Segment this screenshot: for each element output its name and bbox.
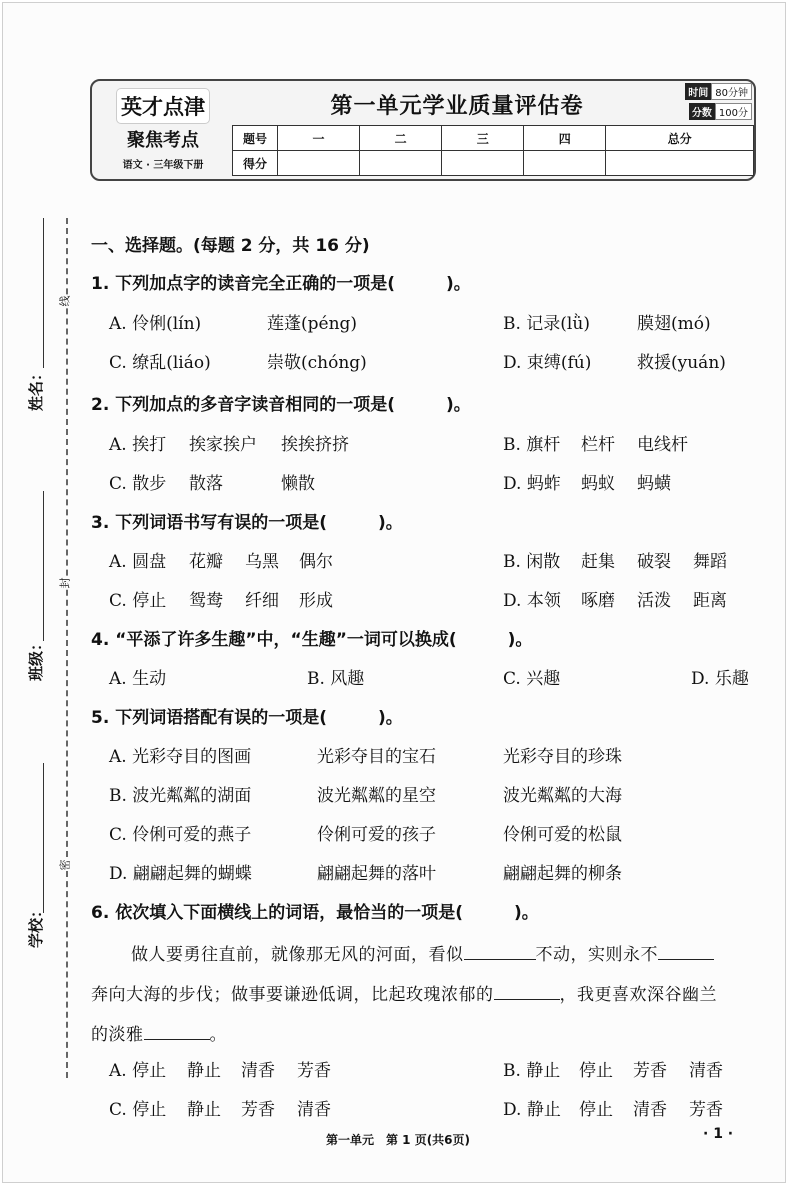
option-text: D. 束缚(fú) (503, 353, 592, 373)
option-text: D. 乐趣 (691, 669, 749, 689)
option-text: 距离 (693, 591, 727, 611)
option-text: 翩翩起舞的柳条 (503, 864, 622, 884)
option-text: A. 光彩夺目的图画 (109, 747, 252, 767)
option-text: B. 静止 (503, 1061, 561, 1081)
score-meta (689, 103, 752, 120)
passage-text: 不动，实则永不 (535, 945, 658, 965)
passage-text: 做人要勇往直前，就像那无风的河面，看似 (131, 945, 464, 965)
option-text: 伶俐可爱的松鼠 (503, 825, 622, 845)
binding-dashed-line (66, 218, 68, 1078)
question-stem: 1. 下列加点字的读音完全正确的一项是( )。 (91, 274, 471, 294)
option-text: 活泼 (637, 591, 671, 611)
option-text: C. 散步 (109, 474, 167, 494)
question-stem: 2. 下列加点的多音字读音相同的一项是( )。 (91, 395, 471, 415)
option-text: 翩翩起舞的落叶 (317, 864, 436, 884)
option-text: D. 翩翩起舞的蝴蝶 (109, 864, 252, 884)
option-text: B. 旗杆 (503, 435, 561, 455)
passage-line (91, 1020, 227, 1045)
passage-text: 的淡雅 (91, 1025, 144, 1045)
passage-text: 奔向大海的步伐；做事要谦逊低调，比起玫瑰浓郁的 (91, 985, 494, 1005)
fill-blank[interactable] (494, 985, 560, 1000)
fill-blank[interactable] (464, 945, 536, 960)
option-text: 乌黑 (245, 552, 279, 572)
option-text: D. 蚂蚱 (503, 474, 561, 494)
option-text: D. 本领 (503, 591, 561, 611)
score-table-row (233, 126, 754, 151)
section-title: 一、选择题。(每题 2 分，共 16 分) (91, 236, 370, 256)
option-text: 清香 (633, 1100, 667, 1120)
option-text: 清香 (689, 1061, 723, 1081)
score-col: 总分 (606, 126, 754, 151)
class-underline (43, 491, 44, 641)
score-cell[interactable] (278, 151, 360, 176)
option-text: 电线杆 (637, 435, 688, 455)
score-col: 四 (524, 126, 606, 151)
score-col: 一 (278, 126, 360, 151)
option-text: 停止 (579, 1061, 613, 1081)
option-text: C. 停止 (109, 1100, 167, 1120)
option-text: 光彩夺目的珍珠 (503, 747, 622, 767)
question-stem: 6. 依次填入下面横线上的词语，最恰当的一项是( )。 (91, 903, 539, 923)
option-text: 崇敬(chóng) (267, 353, 367, 373)
fill-blank[interactable] (658, 945, 714, 960)
brand-logo-text: 英才点津 (117, 89, 209, 123)
score-key: 分数 (689, 103, 715, 120)
option-text: B. 风趣 (307, 669, 365, 689)
option-text: B. 记录(lǜ) (503, 314, 590, 334)
question-stem: 4. “平添了许多生趣”中，“生趣”一词可以换成( )。 (91, 630, 533, 650)
score-table-head: 得分 (233, 151, 278, 176)
option-text: B. 波光粼粼的湖面 (109, 786, 252, 806)
score-cell[interactable] (524, 151, 606, 176)
option-text: 清香 (297, 1100, 331, 1120)
option-text: C. 兴趣 (503, 669, 561, 689)
passage-line (131, 940, 714, 965)
option-text: 赶集 (581, 552, 615, 572)
option-text: 静止 (187, 1061, 221, 1081)
option-text: A. 伶俐(lín) (109, 314, 202, 334)
binding-mark-seal: 封 (55, 578, 75, 589)
passage-text: ，我更喜欢深谷幽兰 (559, 985, 717, 1005)
score-cell[interactable] (442, 151, 524, 176)
score-cell[interactable] (606, 151, 754, 176)
time-key: 时间 (685, 83, 711, 100)
school-underline (43, 763, 44, 913)
option-text: 纤细 (245, 591, 279, 611)
option-text: 挨家挨户 (189, 435, 257, 455)
option-text: D. 静止 (503, 1100, 561, 1120)
option-text: 散落 (189, 474, 223, 494)
option-text: A. 挨打 (109, 435, 167, 455)
brand-grade: 语文 · 三年级下册 (122, 160, 204, 171)
option-text: C. 缭乱(liáo) (109, 353, 211, 373)
option-text: 栏杆 (581, 435, 615, 455)
option-text: 芳香 (633, 1061, 667, 1081)
option-text: C. 停止 (109, 591, 167, 611)
fill-blank[interactable] (144, 1025, 210, 1040)
option-text: A. 圆盘 (109, 552, 167, 572)
exam-header (90, 79, 756, 181)
question-stem: 3. 下列词语书写有误的一项是( )。 (91, 513, 403, 533)
score-cell[interactable] (360, 151, 442, 176)
option-text: 莲蓬(péng) (267, 314, 358, 334)
score-table-head: 题号 (233, 126, 278, 151)
option-text: 停止 (579, 1100, 613, 1120)
page-number: · 1 · (703, 1126, 734, 1142)
exam-title: 第一单元学业质量评估卷 (330, 94, 584, 119)
passage-line (91, 980, 717, 1005)
page-footer: 第一单元 第 1 页(共6页) (325, 1133, 471, 1147)
option-text: 清香 (241, 1061, 275, 1081)
name-underline (43, 218, 44, 368)
option-text: 舞蹈 (693, 552, 727, 572)
option-text: 芳香 (297, 1061, 331, 1081)
option-text: A. 停止 (109, 1061, 167, 1081)
option-text: 救援(yuán) (637, 353, 726, 373)
score-table-row (233, 151, 754, 176)
option-text: 花瓣 (189, 552, 223, 572)
score-col: 三 (442, 126, 524, 151)
time-value: 80分钟 (711, 83, 752, 100)
option-text: 蚂蟥 (637, 474, 671, 494)
option-text: 懒散 (281, 474, 315, 494)
score-table (232, 125, 754, 176)
option-text: A. 生动 (109, 669, 167, 689)
option-text: 光彩夺目的宝石 (317, 747, 436, 767)
option-text: 偶尔 (299, 552, 333, 572)
option-text: 膜翅(mó) (637, 314, 711, 334)
option-text: 波光粼粼的星空 (317, 786, 436, 806)
option-text: 破裂 (637, 552, 671, 572)
class-label: 班级： (27, 635, 45, 681)
name-label: 姓名： (27, 365, 45, 411)
option-text: 静止 (187, 1100, 221, 1120)
option-text: C. 伶俐可爱的燕子 (109, 825, 252, 845)
brand-subtitle: 聚焦考点 (127, 130, 199, 151)
brand-block (98, 85, 228, 175)
option-text: B. 闲散 (503, 552, 561, 572)
option-text: 波光粼粼的大海 (503, 786, 622, 806)
passage-text: 。 (209, 1025, 227, 1045)
option-text: 芳香 (689, 1100, 723, 1120)
score-value: 100分 (715, 103, 752, 120)
binding-mark-line: 线 (55, 296, 75, 307)
score-col: 二 (360, 126, 442, 151)
exam-page (2, 2, 786, 1183)
option-text: 芳香 (241, 1100, 275, 1120)
time-meta (685, 83, 752, 100)
option-text: 伶俐可爱的孩子 (317, 825, 436, 845)
option-text: 形成 (299, 591, 333, 611)
option-text: 鸳鸯 (189, 591, 223, 611)
option-text: 挨挨挤挤 (281, 435, 349, 455)
binding-mark-secret: 密 (55, 860, 75, 871)
school-label: 学校： (27, 902, 45, 948)
option-text: 蚂蚁 (581, 474, 615, 494)
option-text: 啄磨 (581, 591, 615, 611)
question-stem: 5. 下列词语搭配有误的一项是( )。 (91, 708, 403, 728)
